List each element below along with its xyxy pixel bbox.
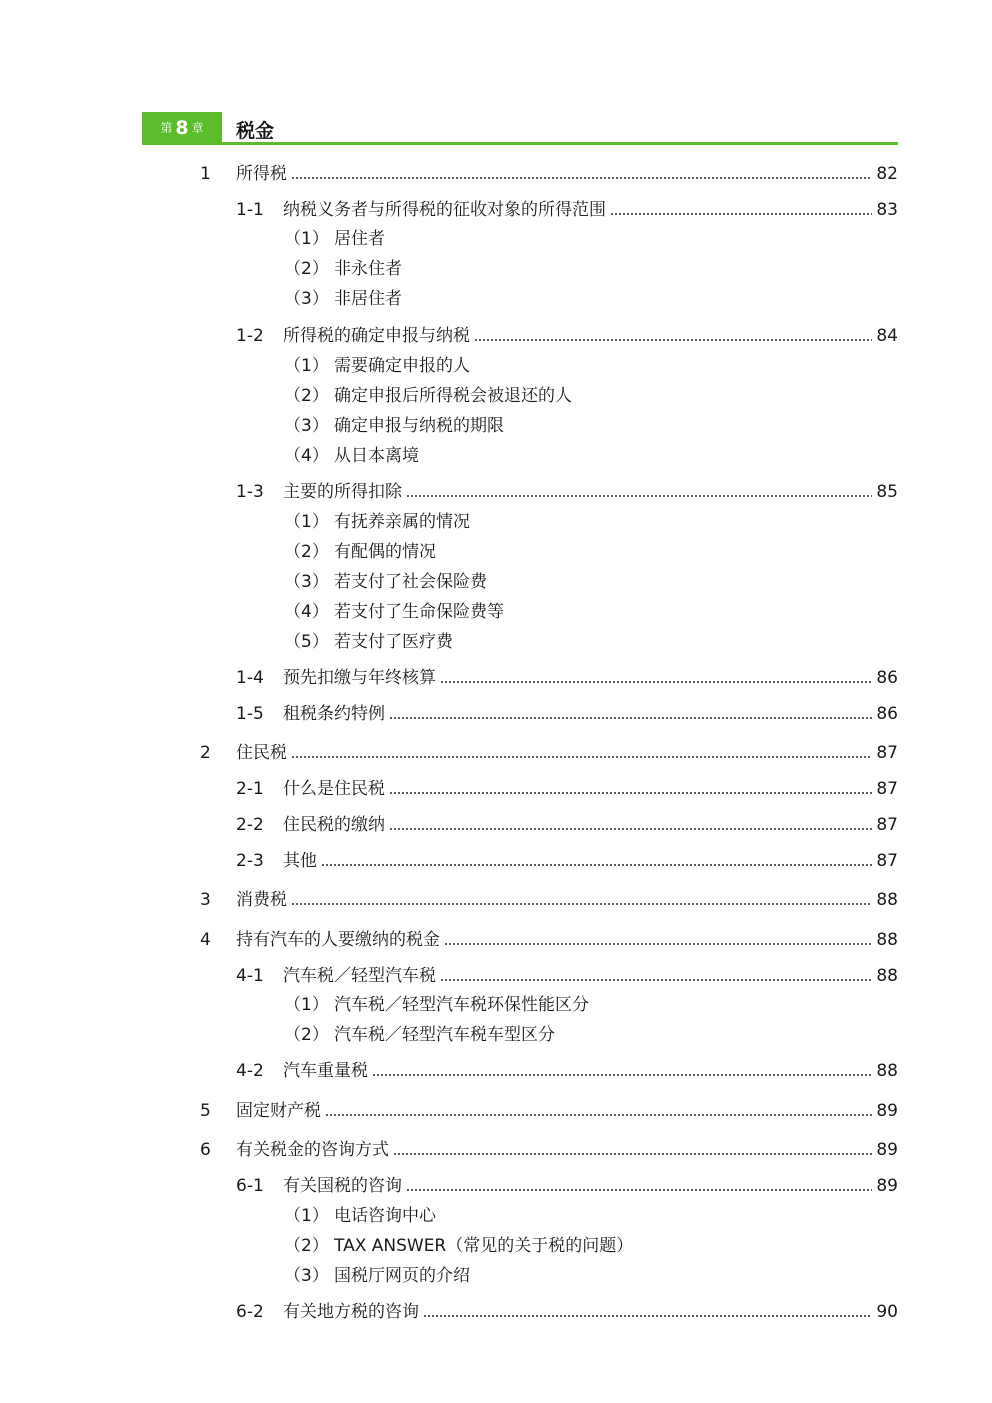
toc-page-number: 86: [876, 668, 898, 688]
toc-subitem: [284, 539, 436, 565]
toc-page-number: 87: [876, 779, 898, 799]
toc-entry-title: 其他: [283, 851, 317, 871]
toc-leader-dots: [291, 176, 872, 180]
toc-entry-title: 固定财产税: [236, 1101, 321, 1121]
toc-entry-number: 2: [200, 743, 211, 763]
toc-subitem: [284, 509, 470, 535]
toc-subitem: [284, 443, 419, 469]
toc-section: [200, 927, 898, 953]
toc-subitem: [284, 413, 504, 439]
toc-subitem-number: （1）: [284, 356, 329, 376]
toc-section: [200, 1098, 898, 1124]
toc-leader-dots: [291, 755, 872, 759]
toc-subitem-title: 确定申报与纳税的期限: [334, 416, 504, 436]
toc-subitem: [284, 1203, 436, 1229]
toc-entry-number: 6-2: [236, 1302, 264, 1322]
chapter-number: 8: [175, 116, 189, 139]
toc-subsection: [200, 963, 898, 989]
toc-leader-dots: [321, 863, 872, 867]
toc-subitem-title: 从日本离境: [334, 446, 419, 466]
toc-leader-dots: [440, 680, 872, 684]
toc-leader-dots: [389, 827, 872, 831]
toc-subitem: [284, 226, 385, 252]
toc-subitem-number: （3）: [284, 416, 329, 436]
toc-entry-number: 1-2: [236, 326, 264, 346]
toc-subitem-title: 若支付了社会保险费: [334, 572, 487, 592]
toc-leader-dots: [406, 1188, 872, 1192]
toc-subitem: [284, 1263, 470, 1289]
toc-page-number: 87: [876, 851, 898, 871]
toc-subsection: [200, 197, 898, 223]
chapter-badge: [142, 112, 222, 143]
toc-entry-number: 2-1: [236, 779, 264, 799]
toc-subitem-number: （2）: [284, 259, 329, 279]
toc-subitem-number: （1）: [284, 229, 329, 249]
toc-leader-dots: [474, 338, 872, 342]
chapter-suffix: 章: [191, 121, 204, 135]
toc-subitem: [284, 1022, 555, 1048]
toc-page-number: 84: [876, 326, 898, 346]
toc-subitem: [284, 353, 470, 379]
toc-subsection: [200, 1173, 898, 1199]
toc-subitem-title: 需要确定申报的人: [334, 356, 470, 376]
toc-subsection: [200, 701, 898, 727]
chapter-title: 税金: [236, 120, 275, 142]
toc-leader-dots: [440, 978, 872, 982]
toc-subitem-number: （4）: [284, 446, 329, 466]
toc-subsection: [200, 1299, 898, 1325]
toc-entry-title: 预先扣缴与年终核算: [283, 668, 436, 688]
toc-leader-dots: [372, 1073, 872, 1077]
toc-subsection: [200, 479, 898, 505]
toc-subitem-title: 非永住者: [334, 259, 402, 279]
toc-entry-number: 5: [200, 1101, 211, 1121]
toc-entry-title: 有关国税的咨询: [283, 1176, 402, 1196]
toc-subsection: [200, 812, 898, 838]
toc-leader-dots: [610, 212, 872, 216]
toc-leader-dots: [389, 716, 872, 720]
toc-entry-title: 消费税: [236, 890, 287, 910]
toc-entry-title: 所得税的确定申报与纳税: [283, 326, 470, 346]
toc-subitem: [284, 383, 572, 409]
toc-section: [200, 1137, 898, 1163]
toc-entry-title: 租税条约特例: [283, 704, 385, 724]
toc-page-number: 88: [876, 1061, 898, 1081]
toc-section: [200, 161, 898, 187]
toc-entry-title: 什么是住民税: [283, 779, 385, 799]
toc-page-number: 83: [876, 200, 898, 220]
toc-page-number: 89: [876, 1176, 898, 1196]
toc-subitem-number: （3）: [284, 289, 329, 309]
toc-section: [200, 740, 898, 766]
toc-page-number: 82: [876, 164, 898, 184]
toc-page-number: 87: [876, 815, 898, 835]
toc-subsection: [200, 776, 898, 802]
toc-entry-title: 持有汽车的人要缴纳的税金: [236, 930, 440, 950]
toc-entry-title: 纳税义务者与所得税的征收对象的所得范围: [283, 200, 606, 220]
toc-entry-number: 1-4: [236, 668, 264, 688]
toc-subitem: [284, 599, 504, 625]
toc-subitem-number: （1）: [284, 512, 329, 532]
toc-subitem-title: 电话咨询中心: [334, 1206, 436, 1226]
toc-subitem-number: （1）: [284, 995, 329, 1015]
toc-subsection: [200, 665, 898, 691]
toc-subitem: [284, 629, 453, 655]
toc-page-number: 90: [876, 1302, 898, 1322]
toc-entry-title: 主要的所得扣除: [283, 482, 402, 502]
toc-subitem-title: 居住者: [334, 229, 385, 249]
chapter-prefix: 第: [160, 121, 173, 135]
toc-entry-number: 4-1: [236, 966, 264, 986]
toc-subitem-number: （4）: [284, 602, 329, 622]
toc-subitem: [284, 286, 402, 312]
toc-leader-dots: [393, 1152, 872, 1156]
toc-subitem-title: 汽车税／轻型汽车税环保性能区分: [334, 995, 589, 1015]
toc-subitem-number: （2）: [284, 1236, 329, 1256]
toc-page-number: 87: [876, 743, 898, 763]
toc-page-number: 88: [876, 966, 898, 986]
toc-leader-dots: [291, 902, 872, 906]
toc-subitem-number: （2）: [284, 542, 329, 562]
toc-subsection: [200, 323, 898, 349]
toc-subsection: [200, 1058, 898, 1084]
toc-subitem-title: 若支付了生命保险费等: [334, 602, 504, 622]
toc-subitem-title: 确定申报后所得税会被退还的人: [334, 386, 572, 406]
chapter-divider: [142, 142, 898, 145]
chapter-header: [142, 112, 898, 146]
toc-page-number: 89: [876, 1101, 898, 1121]
toc-entry-number: 2-3: [236, 851, 264, 871]
toc-entry-title: 有关地方税的咨询: [283, 1302, 419, 1322]
toc-entry-number: 3: [200, 890, 211, 910]
toc-subitem-title: 有配偶的情况: [334, 542, 436, 562]
toc-subitem-number: （5）: [284, 632, 329, 652]
toc-entry-number: 1-5: [236, 704, 264, 724]
toc-entry-title: 有关税金的咨询方式: [236, 1140, 389, 1160]
toc-entry-title: 汽车重量税: [283, 1061, 368, 1081]
toc-page-number: 88: [876, 930, 898, 950]
toc-entry-number: 6: [200, 1140, 211, 1160]
toc-subitem-title: 有抚养亲属的情况: [334, 512, 470, 532]
toc-subitem-number: （1）: [284, 1206, 329, 1226]
toc-leader-dots: [325, 1113, 872, 1117]
toc-subitem-number: （2）: [284, 386, 329, 406]
toc-subsection: [200, 848, 898, 874]
toc-entry-title: 住民税的缴纳: [283, 815, 385, 835]
toc-subitem-number: （2）: [284, 1025, 329, 1045]
toc-page-number: 88: [876, 890, 898, 910]
toc-leader-dots: [423, 1314, 872, 1318]
toc-subitem-title: 国税厅网页的介绍: [334, 1266, 470, 1286]
toc-entry-number: 4: [200, 930, 211, 950]
toc-subitem-title: 若支付了医疗费: [334, 632, 453, 652]
toc-page-number: 85: [876, 482, 898, 502]
toc-entry-number: 6-1: [236, 1176, 264, 1196]
toc-page-number: 86: [876, 704, 898, 724]
toc-subitem-title: TAX ANSWER（常见的关于税的问题）: [334, 1236, 634, 1256]
toc-subitem-number: （3）: [284, 1266, 329, 1286]
toc-subitem-title: 非居住者: [334, 289, 402, 309]
toc-entry-title: 所得税: [236, 164, 287, 184]
toc-entry-title: 住民税: [236, 743, 287, 763]
toc-subitem: [284, 992, 589, 1018]
toc-entry-number: 2-2: [236, 815, 264, 835]
toc-subitem: [284, 569, 487, 595]
toc-page-number: 89: [876, 1140, 898, 1160]
toc-subitem-title: 汽车税／轻型汽车税车型区分: [334, 1025, 555, 1045]
toc-subitem: [284, 1233, 633, 1259]
toc-subitem-number: （3）: [284, 572, 329, 592]
toc-entry-number: 1-1: [236, 200, 264, 220]
toc-entry-number: 1: [200, 164, 211, 184]
toc-leader-dots: [389, 791, 872, 795]
toc-leader-dots: [444, 942, 872, 946]
toc-entry-title: 汽车税／轻型汽车税: [283, 966, 436, 986]
toc-entry-number: 1-3: [236, 482, 264, 502]
toc-subitem: [284, 256, 402, 282]
toc-section: [200, 887, 898, 913]
toc-entry-number: 4-2: [236, 1061, 264, 1081]
toc-leader-dots: [406, 494, 872, 498]
